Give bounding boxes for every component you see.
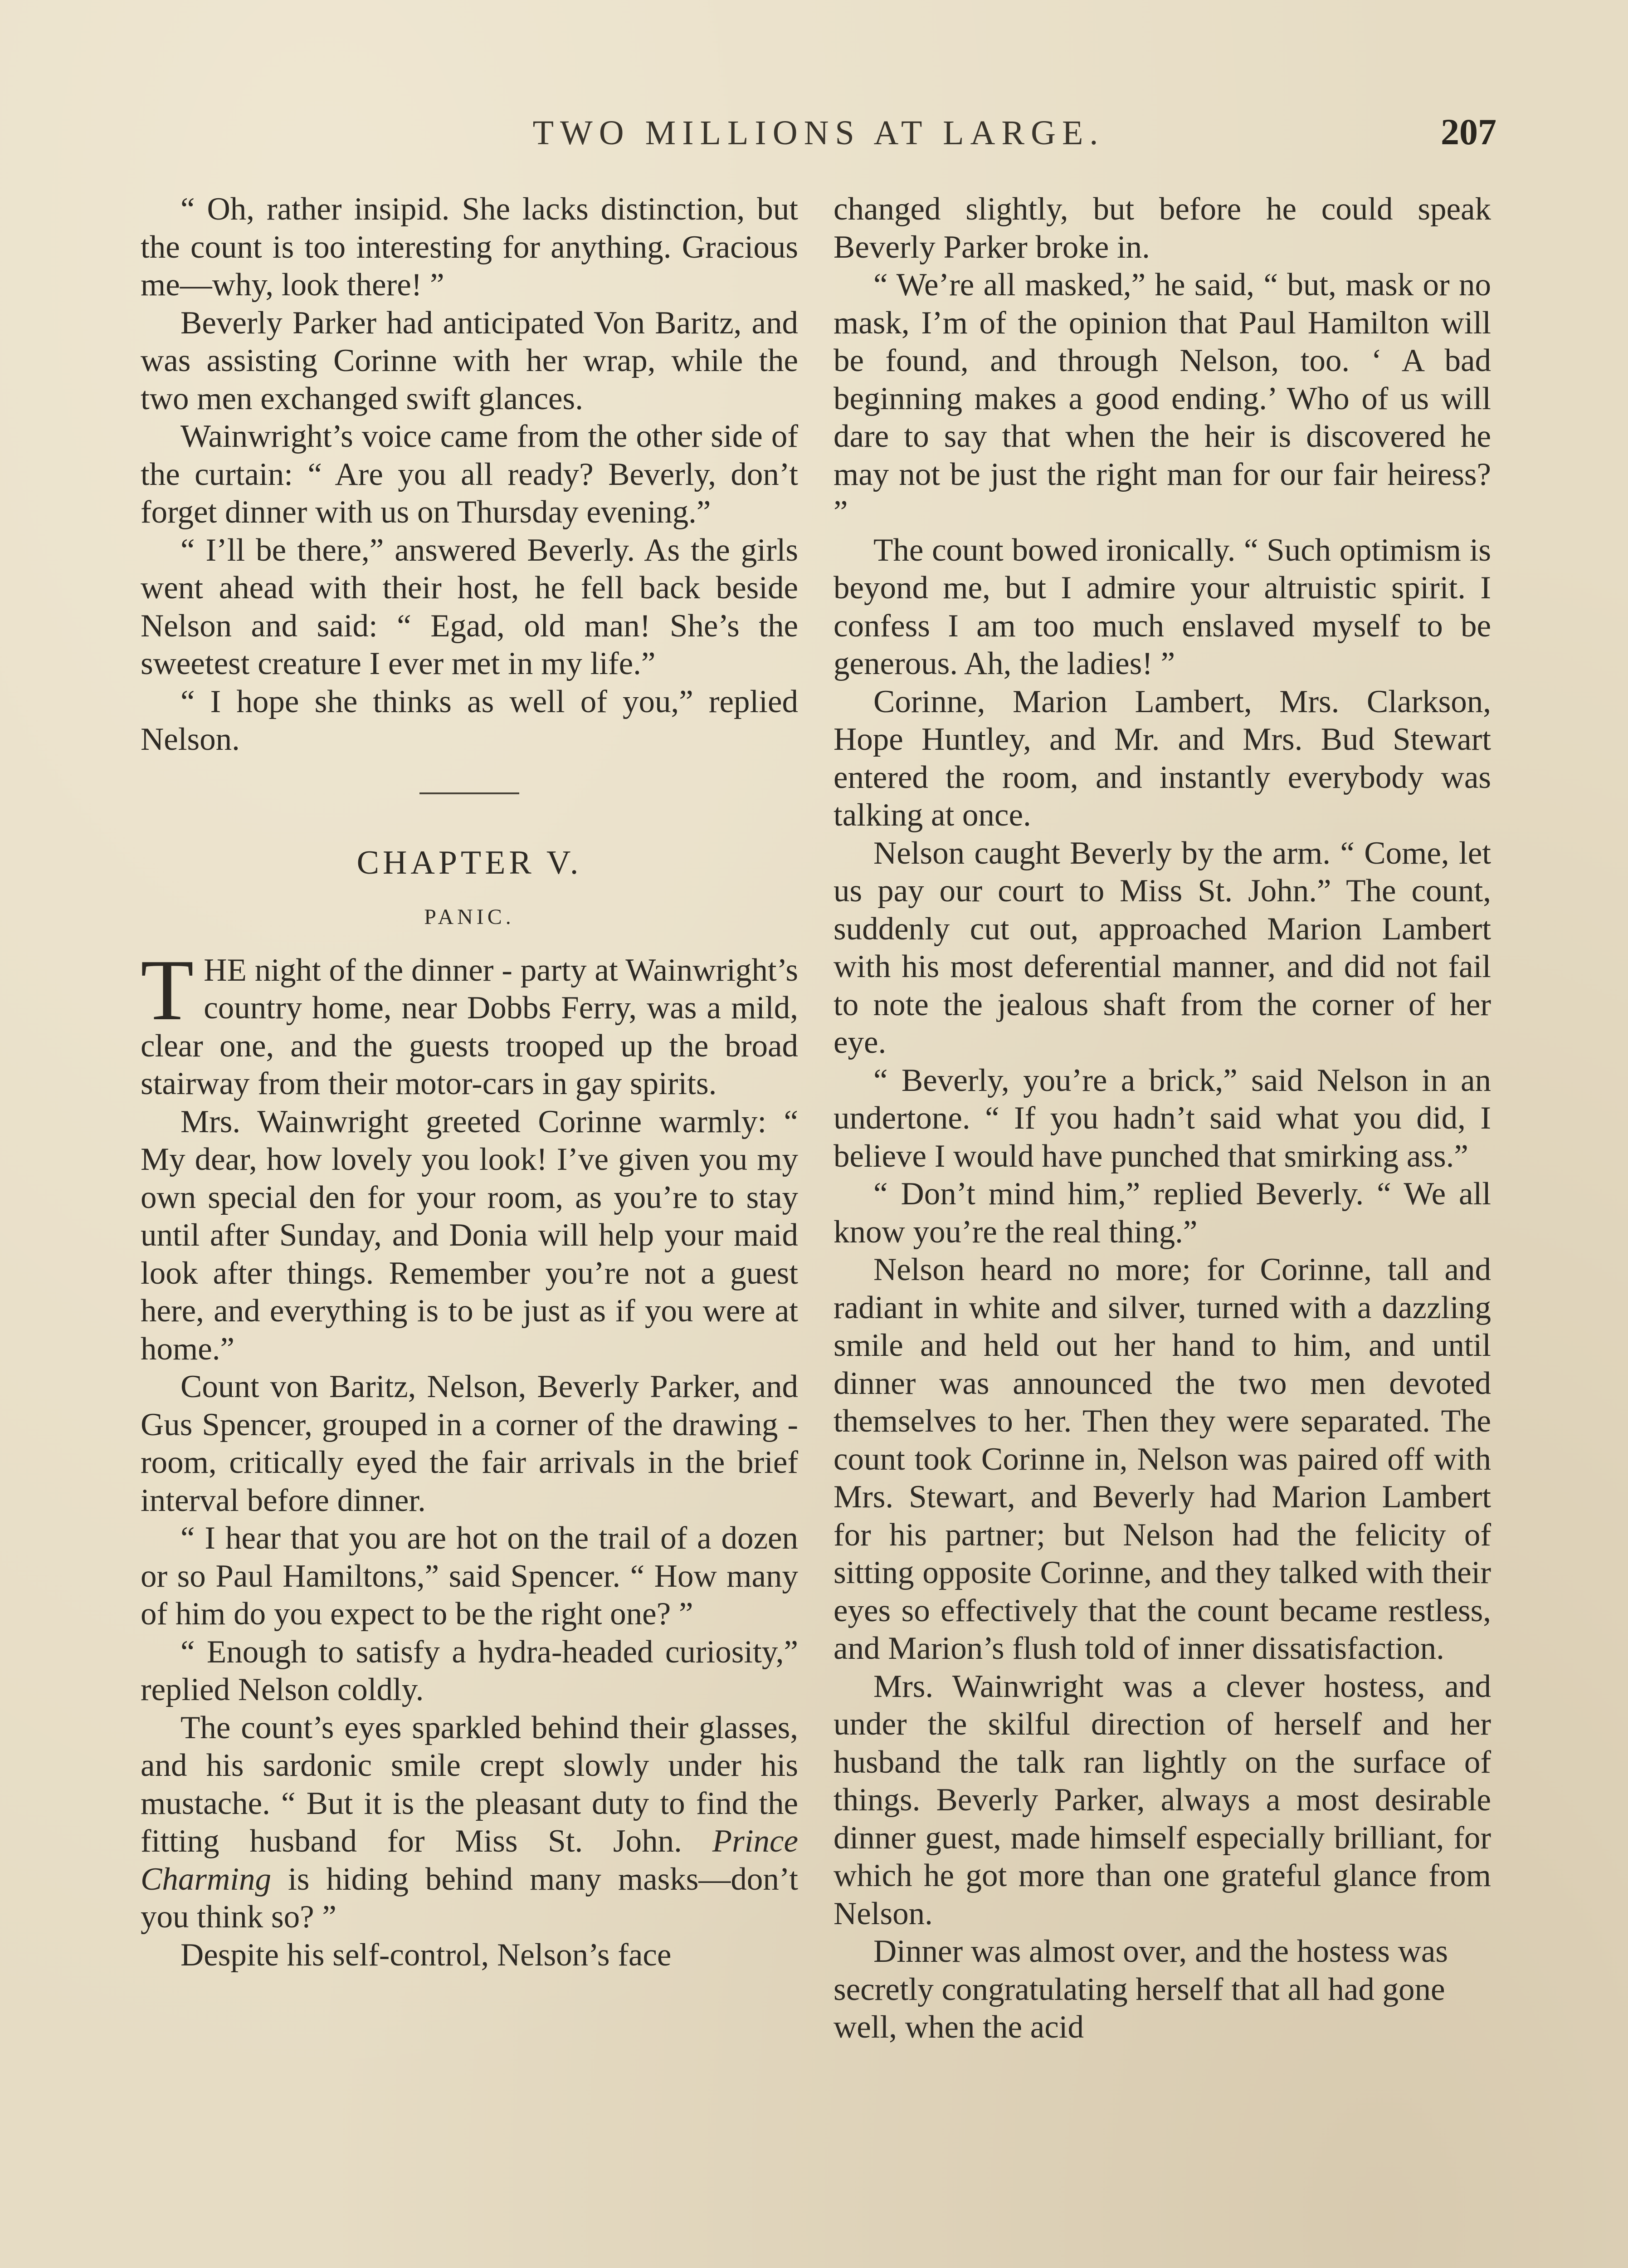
paragraph: Beverly Parker had anticipated Von Baritz, and was assisting Corinne with her wrap, while the two men exchanged swift glances. [141,305,798,416]
paragraph: “ We’re all masked,” he said, “ but, mask or no mask, I’m of the opinion that Paul Hamilton will be found, and through Nelson, too. ‘ A bad beginning makes a good ending.’ Who of us will dare to say that when the heir is discovered he may not be just the right man for our fair heiress? ” [833,267,1491,530]
right-column [833,191,1491,2047]
paragraph: Nelson heard no more; for Corinne, tall and radiant in white and silver, turned with a dazzling smile and held out her hand to him, and until dinner was announced the two men devoted themselves to her. Then they were separated. The count took Corinne in, Nelson was paired off with Mrs. Stewart, and Beverly had Marion Lambert for his partner; but Nelson had the felicity of sitting opposite Corinne, and they talked with their eyes so effectively that the count became restless, and Marion’s flush told of inner dissatisfaction. [833,1252,1491,1666]
chapter-subtitle: PANIC. [424,905,515,929]
paragraph: Wainwright’s voice came from the other side of the curtain: “ Are you all ready? Beverly, don’t forget dinner with us on Thursday evening.” [141,419,798,530]
page-number: 207 [1441,111,1496,152]
running-title: TWO MILLIONS AT LARGE. [532,114,1105,152]
paragraph-text: is hiding behind many masks—don’t you think so? ” [141,1861,798,1935]
paragraph: The count bowed ironically. “ Such optimism is beyond me, but I admire your altruistic spirit. I confess I am too much enslaved myself to be generous. Ah, the ladies! ” [833,532,1491,681]
paragraph: “ Don’t mind him,” replied Beverly. “ We all know you’re the real thing.” [833,1176,1491,1250]
paragraph: Mrs. Wainwright greeted Corinne warmly: “ My dear, how lovely you look! I’ve given you my own special den for your room, as you’re to stay until after Sunday, and Donia will help your maid look after things. Remember you’re not a guest here, and everything is to be just as if you were at home.” [141,1104,798,1367]
left-column [141,191,798,1974]
paragraph: “ Beverly, you’re a brick,” said Nelson in an undertone. “ If you hadn’t said what you did, I believe I would have punched that smirking ass.” [833,1062,1491,1174]
drop-cap: T [141,941,194,1038]
chapter-opening-paragraph [141,941,798,1103]
paragraph: Count von Baritz, Nelson, Beverly Parker, and Gus Spencer, grouped in a corner of the drawing - room, critically eyed the fair arrivals in the brief interval before dinner. [141,1369,798,1518]
chapter-heading: CHAPTER V. [356,844,582,881]
paragraph: Mrs. Wainwright was a clever hostess, and under the skilful direction of herself and her husband the talk ran lightly on the surface of things. Beverly Parker, always a most desirable dinner guest, made himself especially brilliant, for which he got more than one grateful glance from Nelson. [833,1668,1491,1931]
opening-text: HE night of the dinner - party at Wainwright’s country home, near Dobbs Ferry, was a mild, clear one, and the guests trooped up the broad stairway from their motor-cars in gay spirits. [141,952,798,1101]
italic-text: Prince Charming [141,1823,798,1897]
paragraph: “ I’ll be there,” answered Beverly. As the girls went ahead with their host, he fell back beside Nelson and said: “ Egad, old man! She’s the sweetest creature I ever met in my life.” [141,532,798,681]
paragraph-continuation: changed slightly, but before he could speak Beverly Parker broke in. [833,191,1491,265]
paragraph [141,1709,798,1936]
paragraph: “ I hear that you are hot on the trail of a dozen or so Paul Hamiltons,” said Spencer. “ How many of him do you expect to be the right one? ” [141,1520,798,1632]
paragraph: Nelson caught Beverly by the arm. “ Come, let us pay our court to Miss St. John.” The count, suddenly cut out, approached Marion Lambert with his most deferential manner, and did not fail to note the jealous shaft from the corner of her eye. [833,835,1491,1060]
paragraph: “ Enough to satisfy a hydra-headed curiosity,” replied Nelson coldly. [141,1634,798,1707]
paragraph: Despite his self-control, Nelson’s face [180,1937,672,1973]
section-divider [419,792,519,794]
paragraph: Corinne, Marion Lambert, Mrs. Clarkson, Hope Huntley, and Mr. and Mrs. Bud Stewart entered the room, and instantly everybody was talking at once. [833,684,1491,833]
paragraph: “ Oh, rather insipid. She lacks distinction, but the count is too interesting for anything. Gracious me—why, look there! ” [141,191,798,303]
page-header [141,113,1496,163]
paragraph-text: The count’s eyes sparkled behind their glasses, and his sardonic smile crept slowly under his mustache. “ But it is the pleasant duty to find the fitting husband for Miss St. John. [141,1710,798,1859]
paragraph: “ I hope she thinks as well of you,” replied Nelson. [141,684,798,757]
paragraph: Dinner was almost over, and the hostess was secretly congratulating herself that all had gone well, when the acid [833,1934,1448,2045]
